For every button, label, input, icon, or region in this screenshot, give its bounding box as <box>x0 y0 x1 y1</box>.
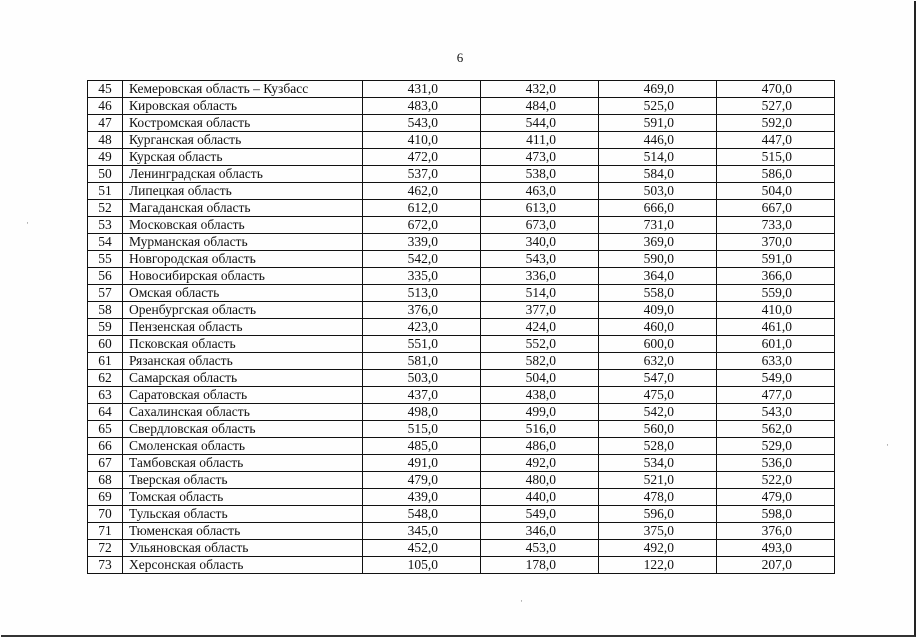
value-cell-1: 581,0 <box>363 353 481 370</box>
row-number-cell: 52 <box>88 200 123 217</box>
value-cell-1: 452,0 <box>363 540 481 557</box>
value-cell-4: 522,0 <box>717 472 835 489</box>
value-cell-1: 345,0 <box>363 523 481 540</box>
value-cell-1: 439,0 <box>363 489 481 506</box>
value-cell-1: 485,0 <box>363 438 481 455</box>
value-cell-4: 370,0 <box>717 234 835 251</box>
value-cell-4: 366,0 <box>717 268 835 285</box>
table-row <box>88 353 835 370</box>
region-name-cell: Кемеровская область – Кузбасс <box>123 81 363 98</box>
table-row <box>88 523 835 540</box>
value-cell-3: 514,0 <box>599 149 717 166</box>
region-name-cell: Ульяновская область <box>123 540 363 557</box>
region-name-cell: Новосибирская область <box>123 268 363 285</box>
row-number-cell: 68 <box>88 472 123 489</box>
row-number-cell: 67 <box>88 455 123 472</box>
value-cell-3: 534,0 <box>599 455 717 472</box>
row-number-cell: 73 <box>88 557 123 574</box>
row-number-cell: 58 <box>88 302 123 319</box>
region-name-cell: Саратовская область <box>123 387 363 404</box>
value-cell-2: 336,0 <box>481 268 599 285</box>
table-row <box>88 115 835 132</box>
value-cell-2: 613,0 <box>481 200 599 217</box>
value-cell-3: 375,0 <box>599 523 717 540</box>
row-number-cell: 50 <box>88 166 123 183</box>
table-row <box>88 472 835 489</box>
value-cell-2: 346,0 <box>481 523 599 540</box>
row-number-cell: 45 <box>88 81 123 98</box>
table-row <box>88 302 835 319</box>
value-cell-2: 552,0 <box>481 336 599 353</box>
region-name-cell: Кировская область <box>123 98 363 115</box>
value-cell-3: 731,0 <box>599 217 717 234</box>
table-row <box>88 149 835 166</box>
table-row <box>88 404 835 421</box>
value-cell-2: 432,0 <box>481 81 599 98</box>
value-cell-1: 491,0 <box>363 455 481 472</box>
row-number-cell: 54 <box>88 234 123 251</box>
value-cell-1: 503,0 <box>363 370 481 387</box>
value-cell-2: 504,0 <box>481 370 599 387</box>
value-cell-1: 513,0 <box>363 285 481 302</box>
value-cell-1: 672,0 <box>363 217 481 234</box>
region-name-cell: Оренбургская область <box>123 302 363 319</box>
value-cell-3: 409,0 <box>599 302 717 319</box>
value-cell-4: 667,0 <box>717 200 835 217</box>
table-row <box>88 251 835 268</box>
value-cell-1: 339,0 <box>363 234 481 251</box>
value-cell-4: 410,0 <box>717 302 835 319</box>
value-cell-3: 460,0 <box>599 319 717 336</box>
value-cell-3: 528,0 <box>599 438 717 455</box>
row-number-cell: 63 <box>88 387 123 404</box>
value-cell-4: 470,0 <box>717 81 835 98</box>
value-cell-4: 536,0 <box>717 455 835 472</box>
value-cell-1: 423,0 <box>363 319 481 336</box>
value-cell-4: 543,0 <box>717 404 835 421</box>
value-cell-3: 521,0 <box>599 472 717 489</box>
value-cell-2: 544,0 <box>481 115 599 132</box>
region-name-cell: Тамбовская область <box>123 455 363 472</box>
value-cell-4: 515,0 <box>717 149 835 166</box>
region-name-cell: Ленинградская область <box>123 166 363 183</box>
table-row <box>88 506 835 523</box>
value-cell-4: 598,0 <box>717 506 835 523</box>
value-cell-2: 516,0 <box>481 421 599 438</box>
value-cell-3: 122,0 <box>599 557 717 574</box>
value-cell-1: 612,0 <box>363 200 481 217</box>
value-cell-2: 543,0 <box>481 251 599 268</box>
regions-table-body <box>88 81 835 574</box>
row-number-cell: 48 <box>88 132 123 149</box>
value-cell-2: 424,0 <box>481 319 599 336</box>
value-cell-4: 586,0 <box>717 166 835 183</box>
region-name-cell: Сахалинская область <box>123 404 363 421</box>
value-cell-1: 462,0 <box>363 183 481 200</box>
value-cell-1: 472,0 <box>363 149 481 166</box>
table-row <box>88 319 835 336</box>
value-cell-4: 493,0 <box>717 540 835 557</box>
value-cell-1: 410,0 <box>363 132 481 149</box>
row-number-cell: 62 <box>88 370 123 387</box>
scan-speck: · <box>886 440 889 450</box>
row-number-cell: 55 <box>88 251 123 268</box>
region-name-cell: Новгородская область <box>123 251 363 268</box>
value-cell-3: 558,0 <box>599 285 717 302</box>
value-cell-4: 592,0 <box>717 115 835 132</box>
scan-speck: · <box>520 596 523 606</box>
region-name-cell: Томская область <box>123 489 363 506</box>
row-number-cell: 47 <box>88 115 123 132</box>
row-number-cell: 59 <box>88 319 123 336</box>
value-cell-4: 529,0 <box>717 438 835 455</box>
row-number-cell: 56 <box>88 268 123 285</box>
row-number-cell: 66 <box>88 438 123 455</box>
value-cell-4: 591,0 <box>717 251 835 268</box>
region-name-cell: Омская область <box>123 285 363 302</box>
region-name-cell: Костромская область <box>123 115 363 132</box>
value-cell-4: 504,0 <box>717 183 835 200</box>
row-number-cell: 53 <box>88 217 123 234</box>
value-cell-2: 438,0 <box>481 387 599 404</box>
value-cell-1: 431,0 <box>363 81 481 98</box>
value-cell-4: 633,0 <box>717 353 835 370</box>
value-cell-3: 364,0 <box>599 268 717 285</box>
value-cell-3: 666,0 <box>599 200 717 217</box>
value-cell-4: 549,0 <box>717 370 835 387</box>
table-row <box>88 166 835 183</box>
value-cell-2: 499,0 <box>481 404 599 421</box>
region-name-cell: Самарская область <box>123 370 363 387</box>
region-name-cell: Магаданская область <box>123 200 363 217</box>
row-number-cell: 71 <box>88 523 123 540</box>
value-cell-2: 673,0 <box>481 217 599 234</box>
value-cell-1: 542,0 <box>363 251 481 268</box>
value-cell-3: 446,0 <box>599 132 717 149</box>
row-number-cell: 69 <box>88 489 123 506</box>
value-cell-3: 591,0 <box>599 115 717 132</box>
value-cell-1: 105,0 <box>363 557 481 574</box>
value-cell-3: 478,0 <box>599 489 717 506</box>
table-row <box>88 217 835 234</box>
value-cell-1: 548,0 <box>363 506 481 523</box>
value-cell-1: 483,0 <box>363 98 481 115</box>
table-row <box>88 489 835 506</box>
table-row <box>88 540 835 557</box>
value-cell-2: 582,0 <box>481 353 599 370</box>
value-cell-2: 480,0 <box>481 472 599 489</box>
value-cell-2: 549,0 <box>481 506 599 523</box>
value-cell-2: 463,0 <box>481 183 599 200</box>
region-name-cell: Херсонская область <box>123 557 363 574</box>
value-cell-3: 547,0 <box>599 370 717 387</box>
value-cell-2: 340,0 <box>481 234 599 251</box>
region-name-cell: Липецкая область <box>123 183 363 200</box>
value-cell-3: 369,0 <box>599 234 717 251</box>
value-cell-2: 514,0 <box>481 285 599 302</box>
value-cell-4: 207,0 <box>717 557 835 574</box>
page-number: 6 <box>456 50 464 65</box>
value-cell-4: 562,0 <box>717 421 835 438</box>
region-name-cell: Пензенская область <box>123 319 363 336</box>
row-number-cell: 65 <box>88 421 123 438</box>
table-row <box>88 387 835 404</box>
value-cell-3: 590,0 <box>599 251 717 268</box>
value-cell-2: 178,0 <box>481 557 599 574</box>
value-cell-4: 559,0 <box>717 285 835 302</box>
region-name-cell: Тверская область <box>123 472 363 489</box>
region-name-cell: Свердловская область <box>123 421 363 438</box>
region-name-cell: Псковская область <box>123 336 363 353</box>
table-row <box>88 438 835 455</box>
value-cell-3: 475,0 <box>599 387 717 404</box>
value-cell-4: 477,0 <box>717 387 835 404</box>
value-cell-3: 503,0 <box>599 183 717 200</box>
value-cell-4: 479,0 <box>717 489 835 506</box>
value-cell-1: 551,0 <box>363 336 481 353</box>
region-name-cell: Тульская область <box>123 506 363 523</box>
region-name-cell: Курская область <box>123 149 363 166</box>
value-cell-4: 447,0 <box>717 132 835 149</box>
row-number-cell: 49 <box>88 149 123 166</box>
table-row <box>88 557 835 574</box>
value-cell-1: 515,0 <box>363 421 481 438</box>
row-number-cell: 72 <box>88 540 123 557</box>
table-row <box>88 183 835 200</box>
table-row <box>88 98 835 115</box>
value-cell-3: 632,0 <box>599 353 717 370</box>
value-cell-2: 492,0 <box>481 455 599 472</box>
value-cell-1: 543,0 <box>363 115 481 132</box>
row-number-cell: 64 <box>88 404 123 421</box>
value-cell-2: 538,0 <box>481 166 599 183</box>
value-cell-3: 560,0 <box>599 421 717 438</box>
table-row <box>88 285 835 302</box>
region-name-cell: Московская область <box>123 217 363 234</box>
value-cell-1: 537,0 <box>363 166 481 183</box>
value-cell-1: 498,0 <box>363 404 481 421</box>
value-cell-3: 596,0 <box>599 506 717 523</box>
value-cell-2: 377,0 <box>481 302 599 319</box>
region-name-cell: Тюменская область <box>123 523 363 540</box>
row-number-cell: 61 <box>88 353 123 370</box>
value-cell-2: 484,0 <box>481 98 599 115</box>
table-row <box>88 234 835 251</box>
row-number-cell: 60 <box>88 336 123 353</box>
row-number-cell: 70 <box>88 506 123 523</box>
value-cell-3: 492,0 <box>599 540 717 557</box>
value-cell-3: 525,0 <box>599 98 717 115</box>
value-cell-4: 461,0 <box>717 319 835 336</box>
table-row <box>88 455 835 472</box>
scan-speck: · <box>26 218 29 228</box>
value-cell-3: 469,0 <box>599 81 717 98</box>
table-row <box>88 370 835 387</box>
table-row <box>88 200 835 217</box>
value-cell-2: 440,0 <box>481 489 599 506</box>
row-number-cell: 46 <box>88 98 123 115</box>
value-cell-1: 376,0 <box>363 302 481 319</box>
value-cell-3: 584,0 <box>599 166 717 183</box>
region-name-cell: Рязанская область <box>123 353 363 370</box>
value-cell-2: 473,0 <box>481 149 599 166</box>
value-cell-1: 437,0 <box>363 387 481 404</box>
table-row <box>88 268 835 285</box>
table-row <box>88 336 835 353</box>
value-cell-1: 479,0 <box>363 472 481 489</box>
region-name-cell: Смоленская область <box>123 438 363 455</box>
table-row <box>88 132 835 149</box>
value-cell-4: 733,0 <box>717 217 835 234</box>
value-cell-4: 527,0 <box>717 98 835 115</box>
table-row <box>88 81 835 98</box>
region-name-cell: Курганская область <box>123 132 363 149</box>
value-cell-4: 376,0 <box>717 523 835 540</box>
value-cell-2: 453,0 <box>481 540 599 557</box>
row-number-cell: 51 <box>88 183 123 200</box>
region-name-cell: Мурманская область <box>123 234 363 251</box>
value-cell-3: 542,0 <box>599 404 717 421</box>
value-cell-2: 411,0 <box>481 132 599 149</box>
value-cell-3: 600,0 <box>599 336 717 353</box>
table-row <box>88 421 835 438</box>
value-cell-4: 601,0 <box>717 336 835 353</box>
value-cell-2: 486,0 <box>481 438 599 455</box>
value-cell-1: 335,0 <box>363 268 481 285</box>
row-number-cell: 57 <box>88 285 123 302</box>
regions-table <box>87 80 835 574</box>
